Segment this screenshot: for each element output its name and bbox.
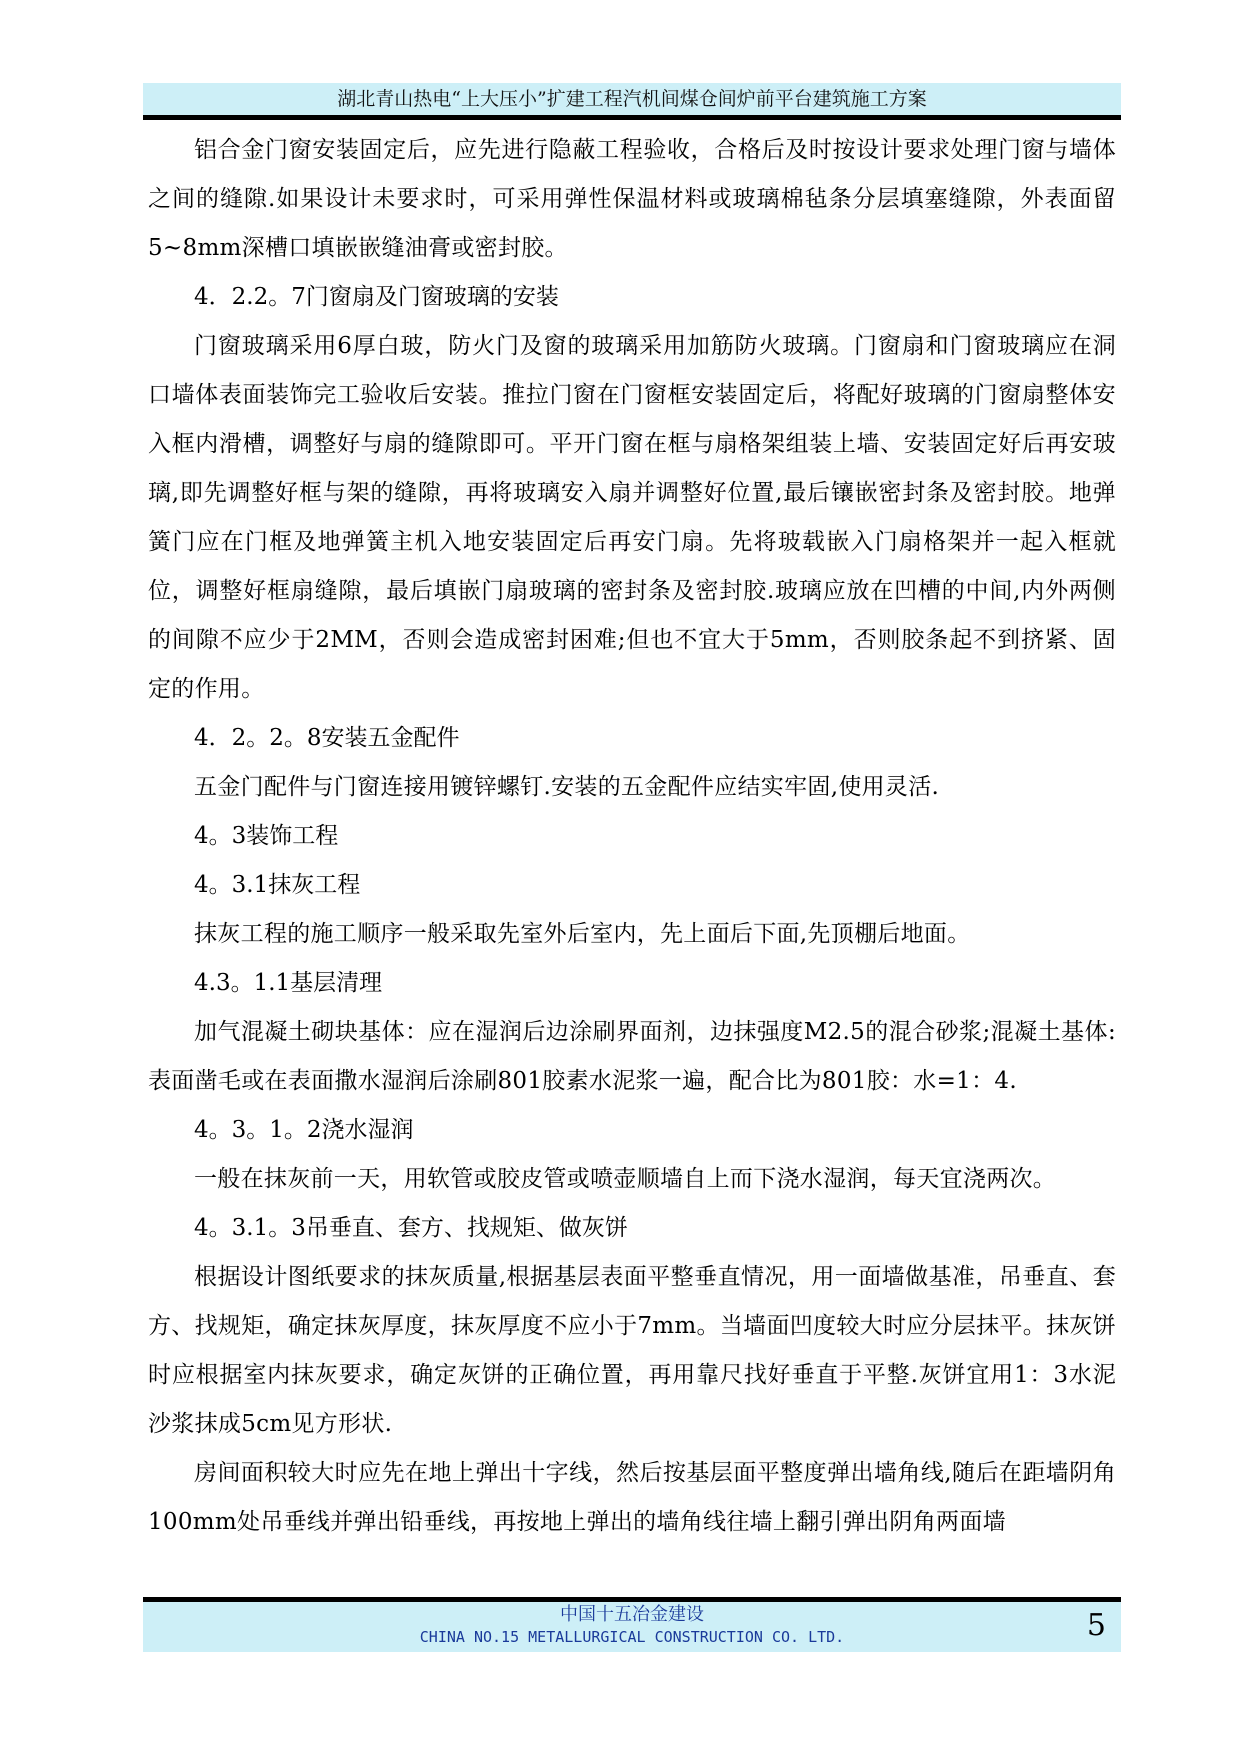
section-heading: 4．2。2。8安装五金配件 (194, 725, 460, 751)
section-heading: 4。3装饰工程 (194, 823, 339, 849)
section-heading: 4.3。1.1基层清理 (194, 970, 383, 996)
section-heading: 4。3.1抹灰工程 (194, 872, 361, 898)
document-header-title: 湖北青山热电“上大压小”扩建工程汽机间煤仓间炉前平台建筑施工方案 (337, 88, 927, 110)
body-paragraph: 加气混凝土砌块基体：应在湿润后边涂刷界面剂，边抹强度M2.5的混合砂浆;混凝土基体:表面凿毛或在表面撒水湿润后涂刷801胶素水泥浆一遍，配合比为801胶：水=1：4. (148, 1019, 1116, 1094)
footer-company-english: CHINA NO.15 METALLURGICAL CONSTRUCTION CO. LTD. (419, 1628, 845, 1646)
header-rule (143, 115, 1121, 120)
footer-company-chinese: 中国十五冶金建设 (560, 1604, 704, 1625)
body-paragraph: 门窗玻璃采用6厚白玻，防火门及窗的玻璃采用加筋防火玻璃。门窗扇和门窗玻璃应在洞口墙体表面装饰完工验收后安装。推拉门窗在门窗框安装固定后，将配好玻璃的门窗扇整体安入框内滑槽，调整好与扇的缝隙即可。平开门窗在框与扇格架组装上墙、安装固定好后再安玻璃,即先调整好框与架的缝隙，再将玻璃安入扇并调整好位置,最后镶嵌密封条及密封胶。地弹簧门应在门框及地弹簧主机入地安装固定后再安门扇。先将玻载嵌入门扇格架并一起入框就位，调整好框扇缝隙，最后填嵌门扇玻璃的密封条及密封胶.玻璃应放在凹槽的中间,内外两侧的间隙不应少于2MM，否则会造成密封困难;但也不宜大于5mm，否则胶条起不到挤紧、固定的作用。 (148, 333, 1116, 702)
document-body (148, 126, 1116, 1547)
body-paragraph: 铝合金门窗安装固定后，应先进行隐蔽工程验收，合格后及时按设计要求处理门窗与墙体之间的缝隙.如果设计未要求时，可采用弹性保温材料或玻璃棉毡条分层填塞缝隙，外表面留5~8mm深槽口填嵌嵌缝油膏或密封胶。 (148, 137, 1116, 261)
section-heading: 4。3.1。3吊垂直、套方、找规矩、做灰饼 (194, 1215, 628, 1241)
body-paragraph: 房间面积较大时应先在地上弹出十字线，然后按基层面平整度弹出墙角线,随后在距墙阴角100mm处吊垂线并弹出铅垂线，再按地上弹出的墙角线往墙上翻引弹出阴角两面墙 (148, 1460, 1116, 1535)
body-paragraph: 抹灰工程的施工顺序一般采取先室外后室内，先上面后下面,先顶棚后地面。 (194, 921, 971, 947)
section-heading: 4。3。1。2浇水湿润 (194, 1117, 414, 1143)
section-heading: 4．2.2。7门窗扇及门窗玻璃的安装 (194, 284, 559, 310)
body-paragraph: 五金门配件与门窗连接用镀锌螺钉.安装的五金配件应结实牢固,使用灵活. (194, 774, 940, 800)
body-paragraph: 一般在抹灰前一天，用软管或胶皮管或喷壶顺墙自上而下浇水湿润，每天宜浇两次。 (194, 1166, 1057, 1192)
page-number: 5 (1086, 1608, 1106, 1643)
body-paragraph: 根据设计图纸要求的抹灰质量,根据基层表面平整垂直情况，用一面墙做基准，吊垂直、套方、找规矩，确定抹灰厚度，抹灰厚度不应小于7mm。当墙面凹度较大时应分层抹平。抹灰饼时应根据室内抹灰要求，确定灰饼的正确位置，再用靠尺找好垂直于平整.灰饼宜用1：3水泥沙浆抹成5cm见方形状. (148, 1264, 1116, 1437)
